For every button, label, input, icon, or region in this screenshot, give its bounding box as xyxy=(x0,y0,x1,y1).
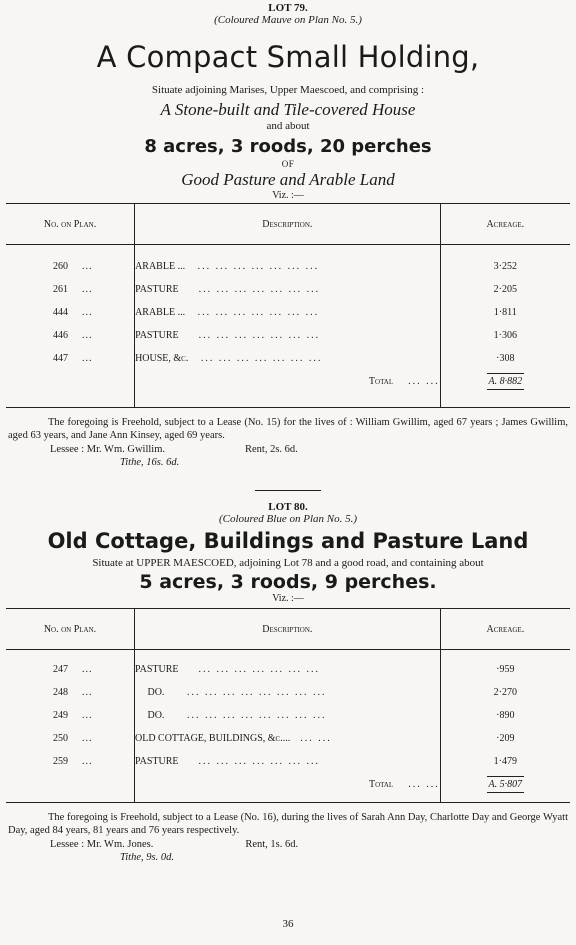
lot-80-lease-paragraph: The foregoing is Freehold, subject to a Lease (No. 16), during the lives of Sarah Ann Day, Charlotte Day and George Wyatt Day, aged 84 years, 81 years and 76 years respectively. xyxy=(8,812,568,836)
plan-number: 247 xyxy=(53,664,68,675)
lot-79-and-about: and about xyxy=(266,120,310,132)
plan-column-header: No. on Plan. xyxy=(6,609,134,650)
row-description: PASTURE xyxy=(135,284,179,295)
lot-80-header-row xyxy=(6,609,570,650)
row-acreage: ·890 xyxy=(496,710,515,721)
row-acreage: ·959 xyxy=(496,664,515,675)
lot-80-schedule-table xyxy=(6,608,570,803)
row-description: ARABLE ... xyxy=(135,261,186,272)
plan-number: 249 xyxy=(53,710,68,721)
lot-80-lessee: Lessee : Mr. Wm. Jones. xyxy=(50,839,154,850)
lot-80-number: LOT 80. xyxy=(268,501,308,513)
dot-leader: ... xyxy=(82,733,93,744)
row-description: DO. xyxy=(147,710,165,721)
lot-80-viz: Viz. :— xyxy=(272,593,304,604)
dot-leader: ... ... ... ... ... ... ... xyxy=(197,261,320,272)
dot-leader: ... ... ... ... ... ... ... xyxy=(198,284,321,295)
dot-leader: ... xyxy=(82,284,93,295)
description-column-header: Description. xyxy=(134,609,440,650)
row-description: OLD COTTAGE, BUILDINGS, &c.... xyxy=(134,733,291,744)
lot-79-header-row xyxy=(6,204,570,245)
row-acreage: 1·306 xyxy=(493,330,517,341)
lot-80-lessee-line xyxy=(50,839,576,850)
lot-80-section xyxy=(0,501,576,604)
row-acreage: 3·252 xyxy=(493,261,517,272)
lot-80-acreage: 5 acres, 3 roods, 9 perches. xyxy=(139,571,437,593)
total-acreage: A. 8·882 xyxy=(487,373,525,390)
lot-80-plan-note: (Coloured Blue on Plan No. 5.) xyxy=(219,513,357,525)
lot-80-rent: Rent, 1s. 6d. xyxy=(245,839,299,850)
plan-number: 250 xyxy=(53,733,68,744)
dot-leader: ... xyxy=(82,687,93,698)
lot-80-title: Old Cottage, Buildings and Pasture Land xyxy=(47,529,529,553)
row-acreage: 1·479 xyxy=(493,756,518,767)
lot-79-number: LOT 79. xyxy=(268,2,308,14)
dot-leader: ... xyxy=(82,664,93,675)
dot-leader: ... ... ... ... ... ... ... xyxy=(198,756,321,767)
section-divider xyxy=(255,490,321,491)
plan-number: 260 xyxy=(53,261,68,272)
dot-leader: ... ... ... ... ... ... ... xyxy=(198,664,321,675)
lot-79-rent: Rent, 2s. 6d. xyxy=(245,444,298,455)
row-description: ARABLE ... xyxy=(135,307,186,318)
lot-79-section xyxy=(0,0,576,201)
lot-79-situate: Situate adjoining Marises, Upper Maescoed, and comprising : xyxy=(151,84,425,96)
row-acreage: 1·811 xyxy=(493,307,517,318)
table-row xyxy=(6,255,570,278)
dot-leader: ... xyxy=(82,261,93,272)
table-row xyxy=(6,301,570,324)
description-column-header: Description. xyxy=(135,204,441,245)
total-label: Total xyxy=(368,376,394,387)
acreage-column-header: Acreage. xyxy=(440,609,570,650)
total-row xyxy=(6,773,570,796)
table-row xyxy=(6,727,570,750)
dot-leader: ... ... ... ... ... ... ... xyxy=(200,353,323,364)
row-acreage: 2·270 xyxy=(493,687,518,698)
table-row xyxy=(6,704,570,727)
lot-79-acreage: 8 acres, 3 roods, 20 perches xyxy=(144,136,432,157)
lot-79-lease-paragraph: The foregoing is Freehold, subject to a Lease (No. 15) for the lives of : William Gwillim, aged 67 years ; James Gwillim, aged 63 years, and Jane Ann Kinsey, aged 69 years. xyxy=(8,417,568,441)
lot-80-situate: Situate at UPPER MAESCOED, adjoining Lot 78 and a good road, and containing about xyxy=(92,557,484,569)
page-number: 36 xyxy=(282,918,294,930)
table-row xyxy=(6,347,570,370)
lot-80-tithe: Tithe, 9s. 0d. xyxy=(120,852,174,863)
dot-leader: ... ... ... ... ... ... ... xyxy=(198,330,321,341)
acreage-column-header: Acreage. xyxy=(440,204,570,245)
dot-leader: ... ... xyxy=(408,376,440,387)
lot-79-lessee: Lessee : Mr. Wm. Gwillim. xyxy=(50,444,166,455)
lot-79-plan-note: (Coloured Mauve on Plan No. 5.) xyxy=(214,14,362,26)
dot-leader: ... xyxy=(82,330,93,341)
plan-column-header: No. on Plan. xyxy=(6,204,135,245)
lot-79-tithe: Tithe, 16s. 6d. xyxy=(120,457,180,468)
total-acreage: A. 5·807 xyxy=(487,776,525,793)
lot-79-title: A Compact Small Holding, xyxy=(96,40,480,74)
dot-leader: ... ... ... ... ... ... ... ... xyxy=(186,687,327,698)
plan-number: 444 xyxy=(53,307,68,318)
plan-number: 447 xyxy=(53,353,68,364)
dot-leader: ... xyxy=(82,710,93,721)
table-row xyxy=(6,324,570,347)
table-row xyxy=(6,750,570,773)
dot-leader: ... xyxy=(82,307,93,318)
lot-79-viz: Viz. :— xyxy=(272,190,304,201)
dot-leader: ... ... ... ... ... ... ... ... xyxy=(186,710,327,721)
lot-79-lessee-line xyxy=(50,444,576,455)
row-description: PASTURE xyxy=(134,756,179,767)
plan-number: 259 xyxy=(53,756,68,767)
lot-79-land: Good Pasture and Arable Land xyxy=(181,170,395,189)
lot-79-schedule-table xyxy=(6,203,570,408)
row-description: DO. xyxy=(147,687,165,698)
row-description: PASTURE xyxy=(135,330,179,341)
row-description: PASTURE xyxy=(134,664,179,675)
table-row xyxy=(6,658,570,681)
dot-leader: ... xyxy=(82,353,93,364)
row-acreage: ·209 xyxy=(496,733,515,744)
plan-number: 261 xyxy=(53,284,68,295)
dot-leader: ... xyxy=(82,756,93,767)
dot-leader: ... ... ... ... ... ... ... xyxy=(197,307,320,318)
plan-number: 248 xyxy=(53,687,68,698)
dot-leader: ... ... xyxy=(300,733,332,744)
plan-number: 446 xyxy=(53,330,68,341)
table-row xyxy=(6,681,570,704)
dot-leader: ... ... xyxy=(408,779,440,790)
table-row xyxy=(6,278,570,301)
row-acreage: ·308 xyxy=(496,353,515,364)
total-row xyxy=(6,370,570,393)
lot-79-house: A Stone-built and Tile-covered House xyxy=(160,100,416,119)
lot-79-of: OF xyxy=(281,159,295,169)
row-acreage: 2·205 xyxy=(493,284,517,295)
total-label: Total xyxy=(368,779,394,790)
row-description: HOUSE, &c. xyxy=(135,353,189,364)
